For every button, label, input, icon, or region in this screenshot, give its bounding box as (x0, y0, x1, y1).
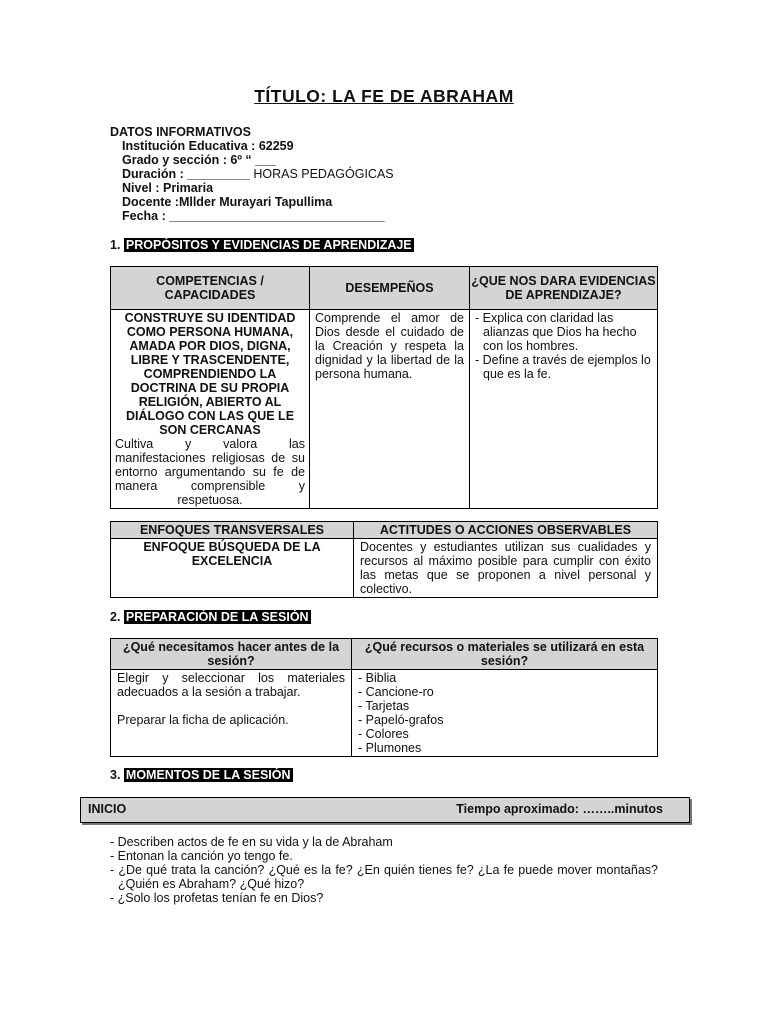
datos-institucion: Institución Educativa : 62259 (122, 139, 294, 153)
capacidad-text: Cultiva y valora las manifestaciones religiosas de su entorno argumentando su fe de manera comprensible y respetuosa. (115, 437, 305, 507)
antes-item: Elegir y seleccionar los materiales adecuados a la sesión a trabajar. (117, 671, 345, 699)
datos-informativos (110, 125, 394, 223)
section-number: 1. (110, 238, 121, 252)
header-competencias: COMPETENCIAS / CAPACIDADES (111, 267, 310, 310)
header-actitudes: ACTITUDES O ACCIONES OBSERVABLES (354, 522, 658, 539)
list-item: - Papeló-grafos (358, 713, 444, 727)
list-item: - Entonan la canción yo tengo fe. (110, 849, 293, 863)
datos-nivel: Nivel : Primaria (122, 181, 214, 195)
enfoques-table (110, 521, 658, 598)
header-desempenos: DESEMPEÑOS (310, 267, 470, 310)
actitud-cell: Docentes y estudiantes utilizan sus cualidades y recursos al máximo posible para cumplir con éxito las metas que se proponen a nivel personal y colectivo. (354, 539, 658, 598)
section-label: PROPÓSITOS Y EVIDENCIAS DE APRENDIZAJE (125, 238, 412, 252)
tiempo-aproximado: Tiempo aproximado: ……..minutos (456, 802, 663, 816)
datos-fecha: Fecha : _______________________________ (122, 209, 385, 223)
section-heading-1 (110, 238, 414, 252)
section-heading-3 (110, 768, 293, 782)
enfoque-cell: ENFOQUE BÚSQUEDA DE LA EXCELENCIA (111, 539, 354, 598)
list-item: - Biblia (358, 671, 397, 685)
header-recursos: ¿Qué recursos o materiales se utilizará en esta sesión? (352, 639, 658, 670)
list-item: - Define a través de ejemplos lo que es la fe. (475, 353, 651, 381)
recursos-cell (352, 670, 658, 757)
datos-docente: Docente :Mllder Murayari Tapullima (122, 195, 333, 209)
list-item: - Tarjetas (358, 699, 410, 713)
preparacion-table (110, 638, 658, 757)
section-label: PREPARACIÓN DE LA SESIÓN (125, 610, 309, 624)
antes-cell (111, 670, 352, 757)
section-number: 3. (110, 768, 121, 782)
header-evidencias: ¿QUE NOS DARA EVIDENCIAS DE APRENDIZAJE? (470, 267, 658, 310)
datos-grado: Grado y sección : 6º “ ___ (122, 153, 276, 167)
inicio-bar (80, 797, 690, 823)
list-item: - Explica con claridad las alianzas que Dios ha hecho con los hombres. (475, 311, 637, 353)
list-item: - Cancione-ro (358, 685, 434, 699)
inicio-list (110, 835, 658, 905)
inicio-label: INICIO (88, 802, 127, 816)
competencia-text: CONSTRUYE SU IDENTIDAD COMO PERSONA HUMANA, AMADA POR DIOS, DIGNA, LIBRE Y TRASCENDENTE, COMPRENDIENDO LA DOCTRINA DE SU PROPIA RELIGIÓN, ABIERTO AL DIÁLOGO CON LAS QUE LE SON CERCANAS (124, 311, 296, 437)
list-item: - Plumones (358, 741, 422, 755)
duracion-suffix: HORAS PEDAGÓGICAS (253, 167, 394, 181)
list-item: - ¿Solo los profetas tenían fe en Dios? (110, 891, 324, 905)
competencia-cell (111, 310, 310, 509)
propositos-table (110, 266, 658, 509)
header-enfoques: ENFOQUES TRANSVERSALES (111, 522, 354, 539)
antes-item: Preparar la ficha de aplicación. (117, 713, 289, 727)
list-item: - ¿De qué trata la canción? ¿Qué es la fe? ¿En quién tienes fe? ¿La fe puede mover montañas? ¿Quién es Abraham? ¿Qué hizo? (110, 863, 658, 891)
desempeno-cell: Comprende el amor de Dios desde el cuidado de la Creación y respeta la dignidad y la libertad de la persona humana. (310, 310, 470, 509)
evidencias-cell (470, 310, 658, 509)
header-antes: ¿Qué necesitamos hacer antes de la sesión? (111, 639, 352, 670)
datos-duracion (110, 167, 394, 181)
section-heading-2 (110, 610, 311, 624)
document-title: TÍTULO: LA FE DE ABRAHAM (254, 86, 514, 106)
section-number: 2. (110, 610, 121, 624)
list-item: - Describen actos de fe en su vida y la de Abraham (110, 835, 393, 849)
section-label: MOMENTOS DE LA SESIÓN (125, 768, 291, 782)
duracion-label: Duración : _________ (122, 167, 254, 181)
datos-heading: DATOS INFORMATIVOS (110, 125, 251, 139)
list-item: - Colores (358, 727, 409, 741)
